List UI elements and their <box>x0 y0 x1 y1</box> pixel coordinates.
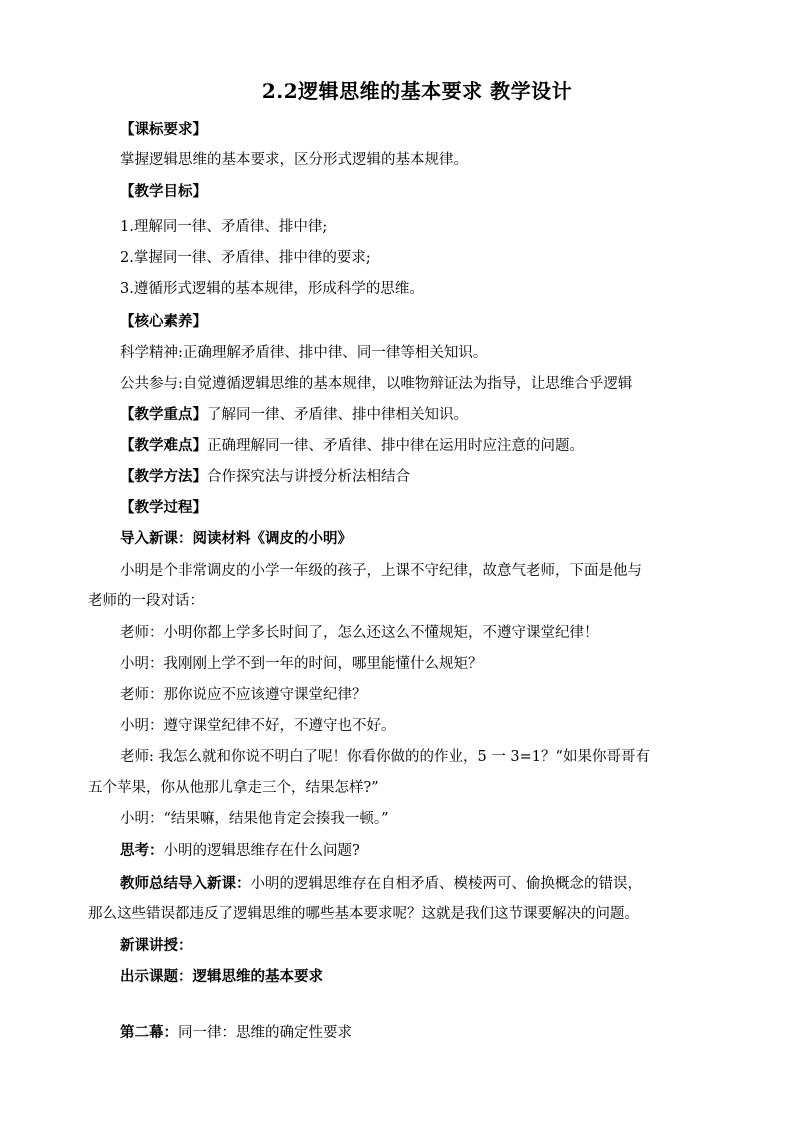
method-text: 合作探究法与讲授分析法相结合 <box>207 469 410 485</box>
method-label: 【教学方法】 <box>120 468 207 485</box>
new-lesson-label: 新课讲授： <box>120 937 193 954</box>
dialog-line-3: 老师：那你说应不应该遵守课堂纪律？ <box>120 687 367 703</box>
summary-line-1 <box>120 874 720 894</box>
difficulty-text: 正确理解同一律、矛盾律、排中律在运用时应注意的问题。 <box>207 438 584 454</box>
act-line <box>120 1023 720 1043</box>
act-text: 同一律：思维的确定性要求 <box>178 1025 352 1041</box>
process-heading: 【教学过程】 <box>120 499 207 516</box>
story-line-1: 小明是个非常调皮的小学一年级的孩子，上课不守纪律，故意气老师，下面是他与 <box>120 563 642 579</box>
act-label: 第二幕： <box>120 1024 178 1041</box>
summary-label: 教师总结导入新课： <box>120 875 251 892</box>
objective-item-1: 1.理解同一律、矛盾律、排中律; <box>120 219 328 235</box>
curriculum-text: 掌握逻辑思维的基本要求，区分形式逻辑的基本规律。 <box>120 152 468 168</box>
key-point-text: 了解同一律、矛盾律、排中律相关知识。 <box>207 407 468 423</box>
topic-line: 出示课题：逻辑思维的基本要求 <box>120 968 323 985</box>
story-line-2: 老师的一段对话： <box>88 593 204 609</box>
literacy-item-1: 科学精神:正确理解矛盾律、排中律、同一律等相关知识。 <box>120 345 488 361</box>
think-text: 小明的逻辑思维存在什么问题? <box>163 843 360 859</box>
objectives-heading: 【教学目标】 <box>120 183 207 200</box>
objective-item-3: 3.遵循形式逻辑的基本规律，形成科学的思维。 <box>120 281 424 297</box>
difficulty-line <box>120 436 720 456</box>
method-line <box>120 467 720 487</box>
dialog-line-4: 小明：遵守课堂纪律不好，不遵守也不好。 <box>120 718 396 734</box>
dialog-line-6: 五个苹果，你从他那儿拿走三个，结果怎样?” <box>88 780 379 796</box>
document-title: 2.2逻辑思维的基本要求 教学设计 <box>261 79 573 103</box>
dialog-line-2: 小明：我刚刚上学不到一年的时间，哪里能懂什么规矩？ <box>120 656 483 672</box>
dialog-line-5: 老师: 我怎么就和你说不明白了呢！你看你做的的作业，5 一 3=1？“如果你哥哥有 <box>120 749 650 765</box>
dialog-line-7: 小明：“结果嘛，结果他肯定会揍我一顿。” <box>120 811 389 827</box>
think-line <box>120 841 720 861</box>
process-intro: 导入新课：阅读材料《调皮的小明》 <box>120 530 352 547</box>
objective-item-2: 2.掌握同一律、矛盾律、排中律的要求; <box>120 250 371 266</box>
literacy-item-2: 公共参与:自觉遵循逻辑思维的基本规律，以唯物辩证法为指导，让思维合乎逻辑 <box>120 376 633 392</box>
key-point-line <box>120 405 720 425</box>
key-point-label: 【教学重点】 <box>120 406 207 423</box>
literacy-heading: 【核心素养】 <box>120 313 207 330</box>
curriculum-heading: 【课标要求】 <box>120 121 207 138</box>
summary-text-1: 小明的逻辑思维存在自相矛盾、模棱两可、偷换概念的错误， <box>250 876 642 892</box>
dialog-line-1: 老师：小明你都上学多长时间了，怎么还这么不懂规矩，不遵守课堂纪律！ <box>120 625 599 641</box>
think-label: 思考： <box>120 842 164 859</box>
summary-line-2: 那么这些错误都违反了逻辑思维的哪些基本要求呢？这就是我们这节课要解决的问题。 <box>88 906 639 922</box>
difficulty-label: 【教学难点】 <box>120 437 207 454</box>
